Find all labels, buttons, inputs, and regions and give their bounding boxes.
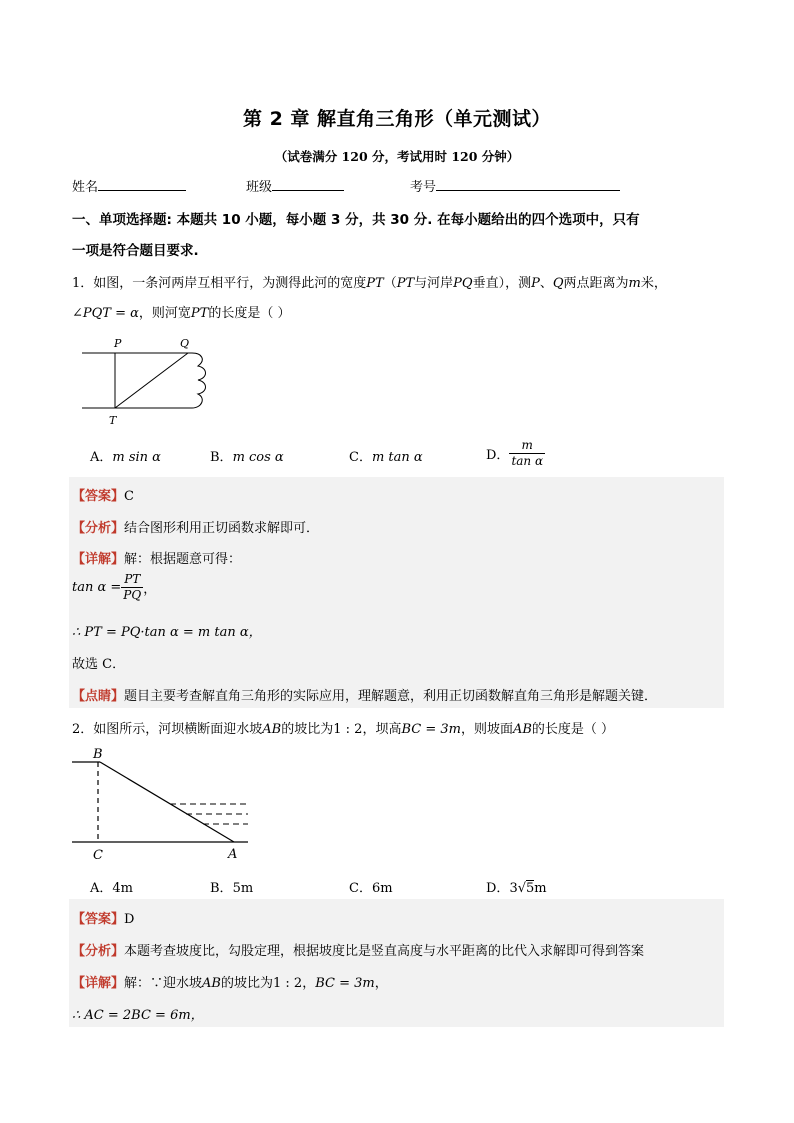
q2-dam-figure [66, 742, 256, 867]
q1-option-c[interactable] [349, 446, 423, 465]
analysis-tag: 【分析】 [72, 944, 125, 959]
option-value: m sin α [112, 450, 161, 465]
q1-var: P [531, 276, 540, 291]
option-value: m cos α [232, 450, 284, 465]
q2-text: ，则坡面 [460, 722, 513, 737]
detail-text: 的坡比为 [220, 976, 273, 991]
comment-text: 题目主要考查解直角三角形的实际应用，理解题意，利用正切函数解直角三角形是解题关键． [124, 689, 658, 704]
option-value: 4m [112, 881, 133, 896]
analysis-text: 本题考查坡度比，勾股定理，根据坡度比是竖直高度与水平距离的比代入求解即可得到答案 [124, 944, 645, 959]
q1-stem-line1 [72, 272, 667, 291]
q2-equation-1: ∴ AC = 2BC = 6m， [72, 1008, 204, 1023]
q2-text: ，坝高 [362, 722, 402, 737]
option-fraction [509, 438, 545, 469]
option-label: A． [90, 450, 113, 465]
option-label: A． [90, 881, 113, 896]
q2-analysis [72, 940, 644, 959]
detail-text: 解：根据题意可得： [124, 552, 242, 567]
student-info-row [72, 176, 186, 195]
option-value-unit: m [534, 881, 547, 896]
q1-river-figure [70, 330, 220, 430]
option-label: B． [210, 881, 233, 896]
equation-tail: ， [143, 582, 157, 597]
option-label: C． [349, 450, 372, 465]
number-field[interactable] [436, 178, 620, 191]
number-info [410, 176, 620, 195]
class-label: 班级 [246, 180, 273, 195]
q1-var: m [628, 276, 641, 291]
q1-var: PT [396, 276, 415, 291]
answer-value: D [124, 912, 135, 927]
class-info [246, 176, 344, 195]
q1-choice: 故选 C． [72, 657, 126, 672]
q2-detail [72, 972, 388, 991]
answer-value: C [124, 489, 134, 504]
q1-text: 与河岸 [414, 276, 454, 291]
q2-ratio: 1 : 2 [333, 722, 363, 737]
detail-tag: 【详解】 [72, 976, 125, 991]
number-label: 考号 [410, 180, 437, 195]
fraction-denominator: tan α [511, 454, 544, 468]
q1-label-t: T [109, 414, 117, 427]
analysis-tag: 【分析】 [72, 521, 125, 536]
q2-option-b[interactable] [210, 877, 253, 896]
q1-equation-1 [72, 572, 156, 603]
q1-solution-box [69, 477, 724, 708]
q2-label-a: A [228, 847, 238, 862]
q1-text: 1．如图，一条河两岸互相平行，为测得此河的宽度 [72, 276, 367, 291]
q2-var: AB [512, 722, 532, 737]
q2-stem [72, 718, 614, 737]
q2-label-b: B [93, 747, 103, 762]
q2-var: BC = 3m [401, 722, 461, 737]
class-field[interactable] [272, 178, 344, 191]
q2-answer [72, 908, 134, 927]
comment-tag: 【点睛】 [72, 689, 125, 704]
q1-text: 两点距离为 [563, 276, 629, 291]
q1-comment [72, 685, 657, 704]
q1-analysis [72, 517, 319, 536]
q1-detail [72, 548, 241, 567]
q2-option-d[interactable] [486, 877, 547, 896]
option-label: D． [486, 881, 510, 896]
q1-label-q: Q [180, 337, 190, 350]
q2-text: 2．如图所示，河坝横断面迎水坡 [72, 722, 263, 737]
q1-option-a[interactable] [90, 446, 161, 465]
q2-text: 的长度是（ ） [531, 722, 615, 737]
sqrt-symbol: √ [517, 881, 527, 896]
detail-var: AB [202, 976, 221, 991]
option-value: 6m [371, 881, 393, 896]
q1-text: （ [383, 276, 397, 291]
q1-text: 米， [640, 276, 667, 291]
q1-text: 、 [539, 276, 553, 291]
q1-river-bend [192, 353, 206, 408]
fraction-numerator: PT [121, 572, 143, 588]
name-label: 姓名 [72, 180, 99, 195]
equation-fraction [121, 572, 143, 603]
analysis-text: 结合图形利用正切函数求解即可． [124, 521, 320, 536]
q1-var: Q [552, 276, 564, 291]
q1-answer [72, 485, 134, 504]
section-heading-line2: 一项是符合题目要求. [72, 243, 199, 259]
q1-var: PQ [453, 276, 473, 291]
option-value-coef: 3 [509, 881, 518, 896]
q1-option-b[interactable] [210, 446, 284, 465]
section-heading-line1: 一、单项选择题: 本题共 10 小题，每小题 3 分，共 30 分. 在每小题给出的四个选项中，只有 [72, 212, 640, 228]
q1-equation-2: ∴ PT = PQ·tan α = m tan α， [72, 625, 262, 640]
q1-text: 垂直），测 [472, 276, 532, 291]
answer-tag: 【答案】 [72, 912, 125, 927]
name-field[interactable] [98, 178, 186, 191]
answer-tag: 【答案】 [72, 489, 125, 504]
q2-option-a[interactable] [90, 877, 133, 896]
q1-option-d[interactable] [486, 438, 545, 469]
detail-var: BC = 3m [315, 976, 375, 991]
q1-var: PT [366, 276, 384, 291]
option-value: m tan α [371, 450, 423, 465]
q1-var: PT [190, 306, 209, 321]
q2-option-c[interactable] [349, 877, 393, 896]
fraction-denominator: PQ [123, 588, 142, 602]
q2-slope-ab [100, 762, 234, 842]
q1-angle: ∠PQT = α [72, 306, 139, 321]
detail-text: ， [302, 976, 316, 991]
detail-ratio: 1 : 2 [273, 976, 303, 991]
equation-lhs: tan α = [72, 580, 122, 595]
q2-label-c: C [93, 848, 103, 863]
q1-stem-line2 [72, 302, 290, 321]
option-label: D． [486, 448, 510, 463]
option-label: B． [210, 450, 233, 465]
detail-text: 解：∵迎水坡 [124, 976, 203, 991]
page-subtitle: （试卷满分 120 分，考试用时 120 分钟） [274, 149, 520, 164]
q1-text: ，则河宽 [138, 306, 191, 321]
q1-segment-tq [115, 353, 188, 408]
option-label: C． [349, 881, 372, 896]
option-value-radicand: 5 [526, 881, 535, 896]
detail-text: ， [374, 976, 388, 991]
page-title: 第 2 章 解直角三角形（单元测试） [242, 108, 552, 130]
fraction-numerator: m [509, 438, 545, 454]
q1-text: 的长度是（ ） [208, 306, 291, 321]
q1-label-p: P [114, 337, 122, 350]
detail-tag: 【详解】 [72, 552, 125, 567]
q2-var: AB [262, 722, 282, 737]
q2-text: 的坡比为 [281, 722, 334, 737]
option-value: 5m [232, 881, 254, 896]
